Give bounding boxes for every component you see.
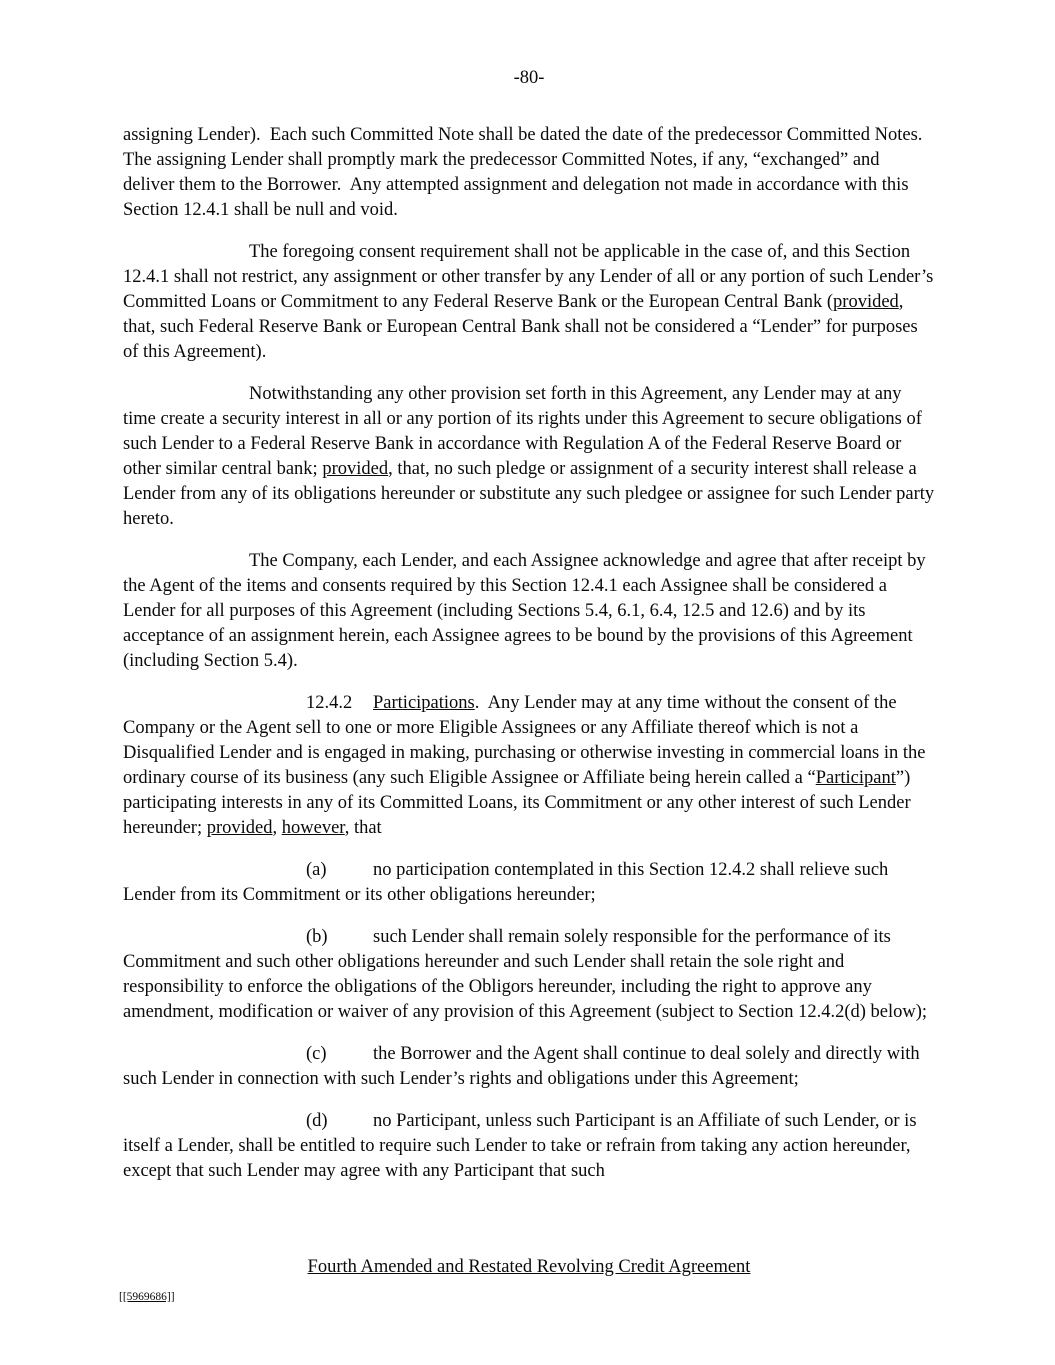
text-run: no participation contemplated in this Section 12.4.2 shall relieve such Lender from its Commitment or its other obligations hereunder; xyxy=(123,860,893,905)
text-run: , that xyxy=(344,818,382,838)
footer-document-title: Fourth Amended and Restated Revolving Credit Agreement xyxy=(307,1257,751,1277)
underlined-term: provided xyxy=(322,459,389,479)
text-run: assigning Lender). Each such Committed Note shall be dated the date of the predecessor Committed Notes. The assigning Lender shall promptly mark the predecessor Committed Notes, if any, “exchanged” and deliver them to the Borrower. Any attempted assignment and delegation not made in accordance with this Section 12.4.1 shall be null and void. xyxy=(123,125,932,220)
text-run: , xyxy=(272,818,282,838)
section-label: 12.4.2 xyxy=(306,693,353,713)
paragraph xyxy=(123,691,935,841)
text-run: The foregoing consent requirement shall not be applicable in the case of, and this Section 12.4.1 shall not restrict, any assignment or other transfer by any Lender of all or any portion of such Lender’s Committed Loans or Commitment to any Federal Reserve Bank or the European Central Bank ( xyxy=(123,242,938,312)
section-label: (d) xyxy=(306,1111,328,1131)
underlined-term: Participant xyxy=(815,768,896,788)
paragraph xyxy=(123,1109,935,1184)
underlined-term: Participations xyxy=(373,693,475,713)
paragraph xyxy=(123,925,935,1025)
text-run: ”) participating interests in any of its Committed Loans, its Commitment or any other interest of such Lender hereunder; xyxy=(123,768,916,838)
paragraph xyxy=(123,1042,935,1092)
text-run: , that, no such pledge or assignment of a security interest shall release a Lender from any of its obligations hereunder or substitute any such pledgee or assignee for such Lender party hereto. xyxy=(123,459,939,529)
text-run: no Participant, unless such Participant is an Affiliate of such Lender, or is itself a Lender, shall be entitled to require such Lender to take or refrain from taking any action hereunder, except that such Lender may agree with any Participant that such xyxy=(123,1111,922,1181)
underlined-term: provided xyxy=(833,292,899,312)
section-label: (c) xyxy=(306,1044,327,1064)
text-run: . Any Lender may at any time without the consent of the Company or the Agent sell to one or more Eligible Assignees or any Affiliate thereof which is not a Disqualified Lender and is engaged in making, purchasing or otherwise investing in commercial loans in the ordinary course of its business (any such Eligible Assignee or Affiliate being herein called a “ xyxy=(123,693,931,788)
underlined-term: however xyxy=(281,818,345,838)
document-body xyxy=(123,123,939,1184)
text-run: , that, such Federal Reserve Bank or European Central Bank shall not be considered a “Lender” for purposes of this Agreement). xyxy=(123,292,923,362)
paragraph xyxy=(123,240,938,365)
paragraph xyxy=(123,382,939,532)
paragraph xyxy=(123,549,935,674)
paragraph xyxy=(123,123,935,223)
paragraph xyxy=(123,858,935,908)
text-run: the Borrower and the Agent shall continue to deal solely and directly with such Lender in connection with such Lender’s rights and obligations under this Agreement; xyxy=(123,1044,925,1089)
text-run: such Lender shall remain solely responsible for the performance of its Commitment and such other obligations hereunder and such Lender shall retain the sole right and responsibility to enforce the obligations of the Obligors hereunder, including the right to approve any amendment, modification or waiver of any provision of this Agreement (subject to Section 12.4.2(d) below); xyxy=(123,927,928,1022)
page-number: -80- xyxy=(513,68,545,88)
document-id-stamp: [[5969686]] xyxy=(119,1291,175,1303)
text-run: Notwithstanding any other provision set forth in this Agreement, any Lender may at any time create a security interest in all or any portion of its rights under this Agreement to secure obligations of such Lender to a Federal Reserve Bank in accordance with Regulation A of the Federal Reserve Board or other similar central bank; xyxy=(123,384,927,479)
section-label: (a) xyxy=(306,860,327,880)
underlined-term: provided xyxy=(206,818,273,838)
text-run: The Company, each Lender, and each Assignee acknowledge and agree that after receipt by the Agent of the items and consents required by this Section 12.4.1 each Assignee shall be considered a Lender for all purposes of this Agreement (including Sections 5.4, 6.1, 6.4, 12.5 and 12.6) and by its acceptance of an assignment herein, each Assignee agrees to be bound by the provisions of this Agreement (including Section 5.4). xyxy=(123,551,931,671)
section-label: (b) xyxy=(306,927,328,947)
